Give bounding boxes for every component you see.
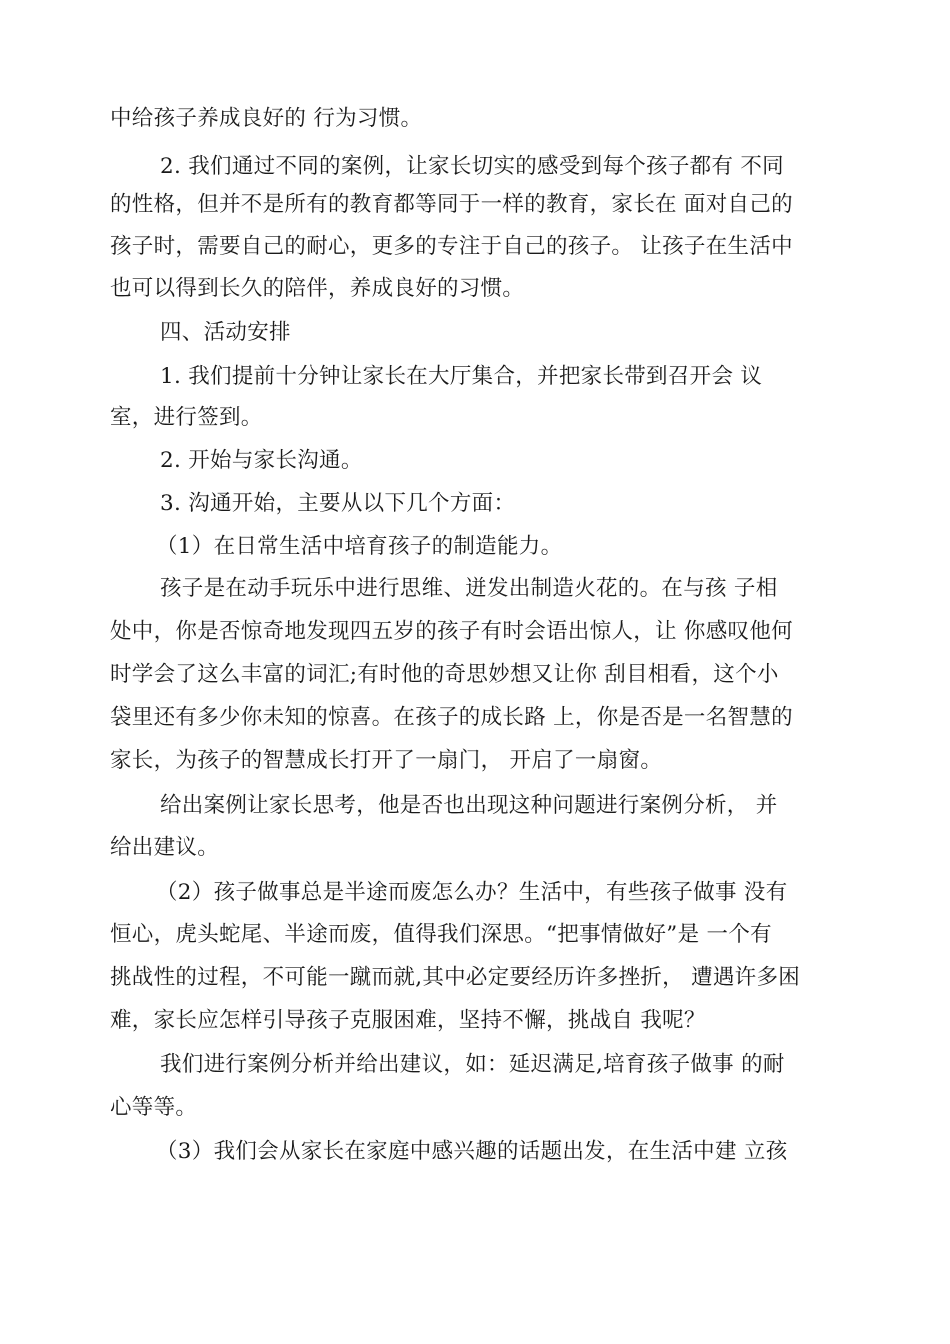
paragraph-start: 2. 我们通过不同的案例，让家长切实的感受到每个孩子都有 不同 [160, 154, 784, 179]
text-line: 的性格，但并不是所有的教育都等同于一样的教育，家长在 面对自己的 [110, 192, 793, 217]
paragraph-start: 孩子是在动手玩乐中进行思维、迸发出制造火花的。在与孩 子相 [160, 576, 778, 601]
text-line: 心等等。 [110, 1095, 198, 1120]
text-line: 时学会了这么丰富的词汇;有时他的奇思妙想又让你 刮目相看，这个小 [110, 662, 779, 687]
text-line: 孩子时，需要自己的耐心，更多的专注于自己的孩子。 让孩子在生活中 [110, 234, 793, 259]
paragraph-start: 我们进行案例分析并给出建议，如：延迟满足,培育孩子做事 的耐 [160, 1052, 785, 1077]
text-line: 家长，为孩子的智慧成长打开了一扇门， 开启了一扇窗。 [110, 748, 663, 773]
text-line: 也可以得到长久的陪伴，养成良好的习惯。 [110, 276, 525, 301]
text-line: 袋里还有多少你未知的惊喜。在孩子的成长路 上，你是否是一名智慧的 [110, 705, 793, 730]
text-line: 室，进行签到。 [110, 405, 263, 430]
paragraph-start: 3. 沟通开始，主要从以下几个方面： [160, 491, 516, 516]
text-line: 难，家长应怎样引导孩子克服困难，坚持不懈，挑战自 我呢？ [110, 1008, 706, 1033]
text-line: 处中，你是否惊奇地发现四五岁的孩子有时会语出惊人，让 你感叹他何 [110, 619, 793, 644]
paragraph-start: （3）我们会从家长在家庭中感兴趣的话题出发，在生活中建 立孩 [156, 1139, 788, 1164]
text-line: 中给孩子养成良好的 行为习惯。 [110, 106, 423, 131]
section-heading: 四、活动安排 [160, 320, 291, 345]
paragraph-start: （1）在日常生活中培育孩子的制造能力。 [156, 534, 563, 559]
text-line: 挑战性的过程，不可能一蹴而就,其中必定要经历许多挫折， 遭遇许多困 [110, 965, 801, 990]
paragraph-start: 给出案例让家长思考，他是否也出现这种问题进行案例分析， 并 [160, 793, 778, 818]
paragraph-start: 2. 开始与家长沟通。 [160, 448, 363, 473]
text-line: 恒心，虎头蛇尾、半途而废，值得我们深思。“把事情做好”是 一个有 [110, 922, 772, 947]
paragraph-start: （2）孩子做事总是半途而废怎么办？生活中，有些孩子做事 没有 [156, 880, 788, 905]
paragraph-start: 1. 我们提前十分钟让家长在大厅集合，并把家长带到召开会 议 [160, 364, 763, 389]
text-line: 给出建议。 [110, 835, 220, 860]
